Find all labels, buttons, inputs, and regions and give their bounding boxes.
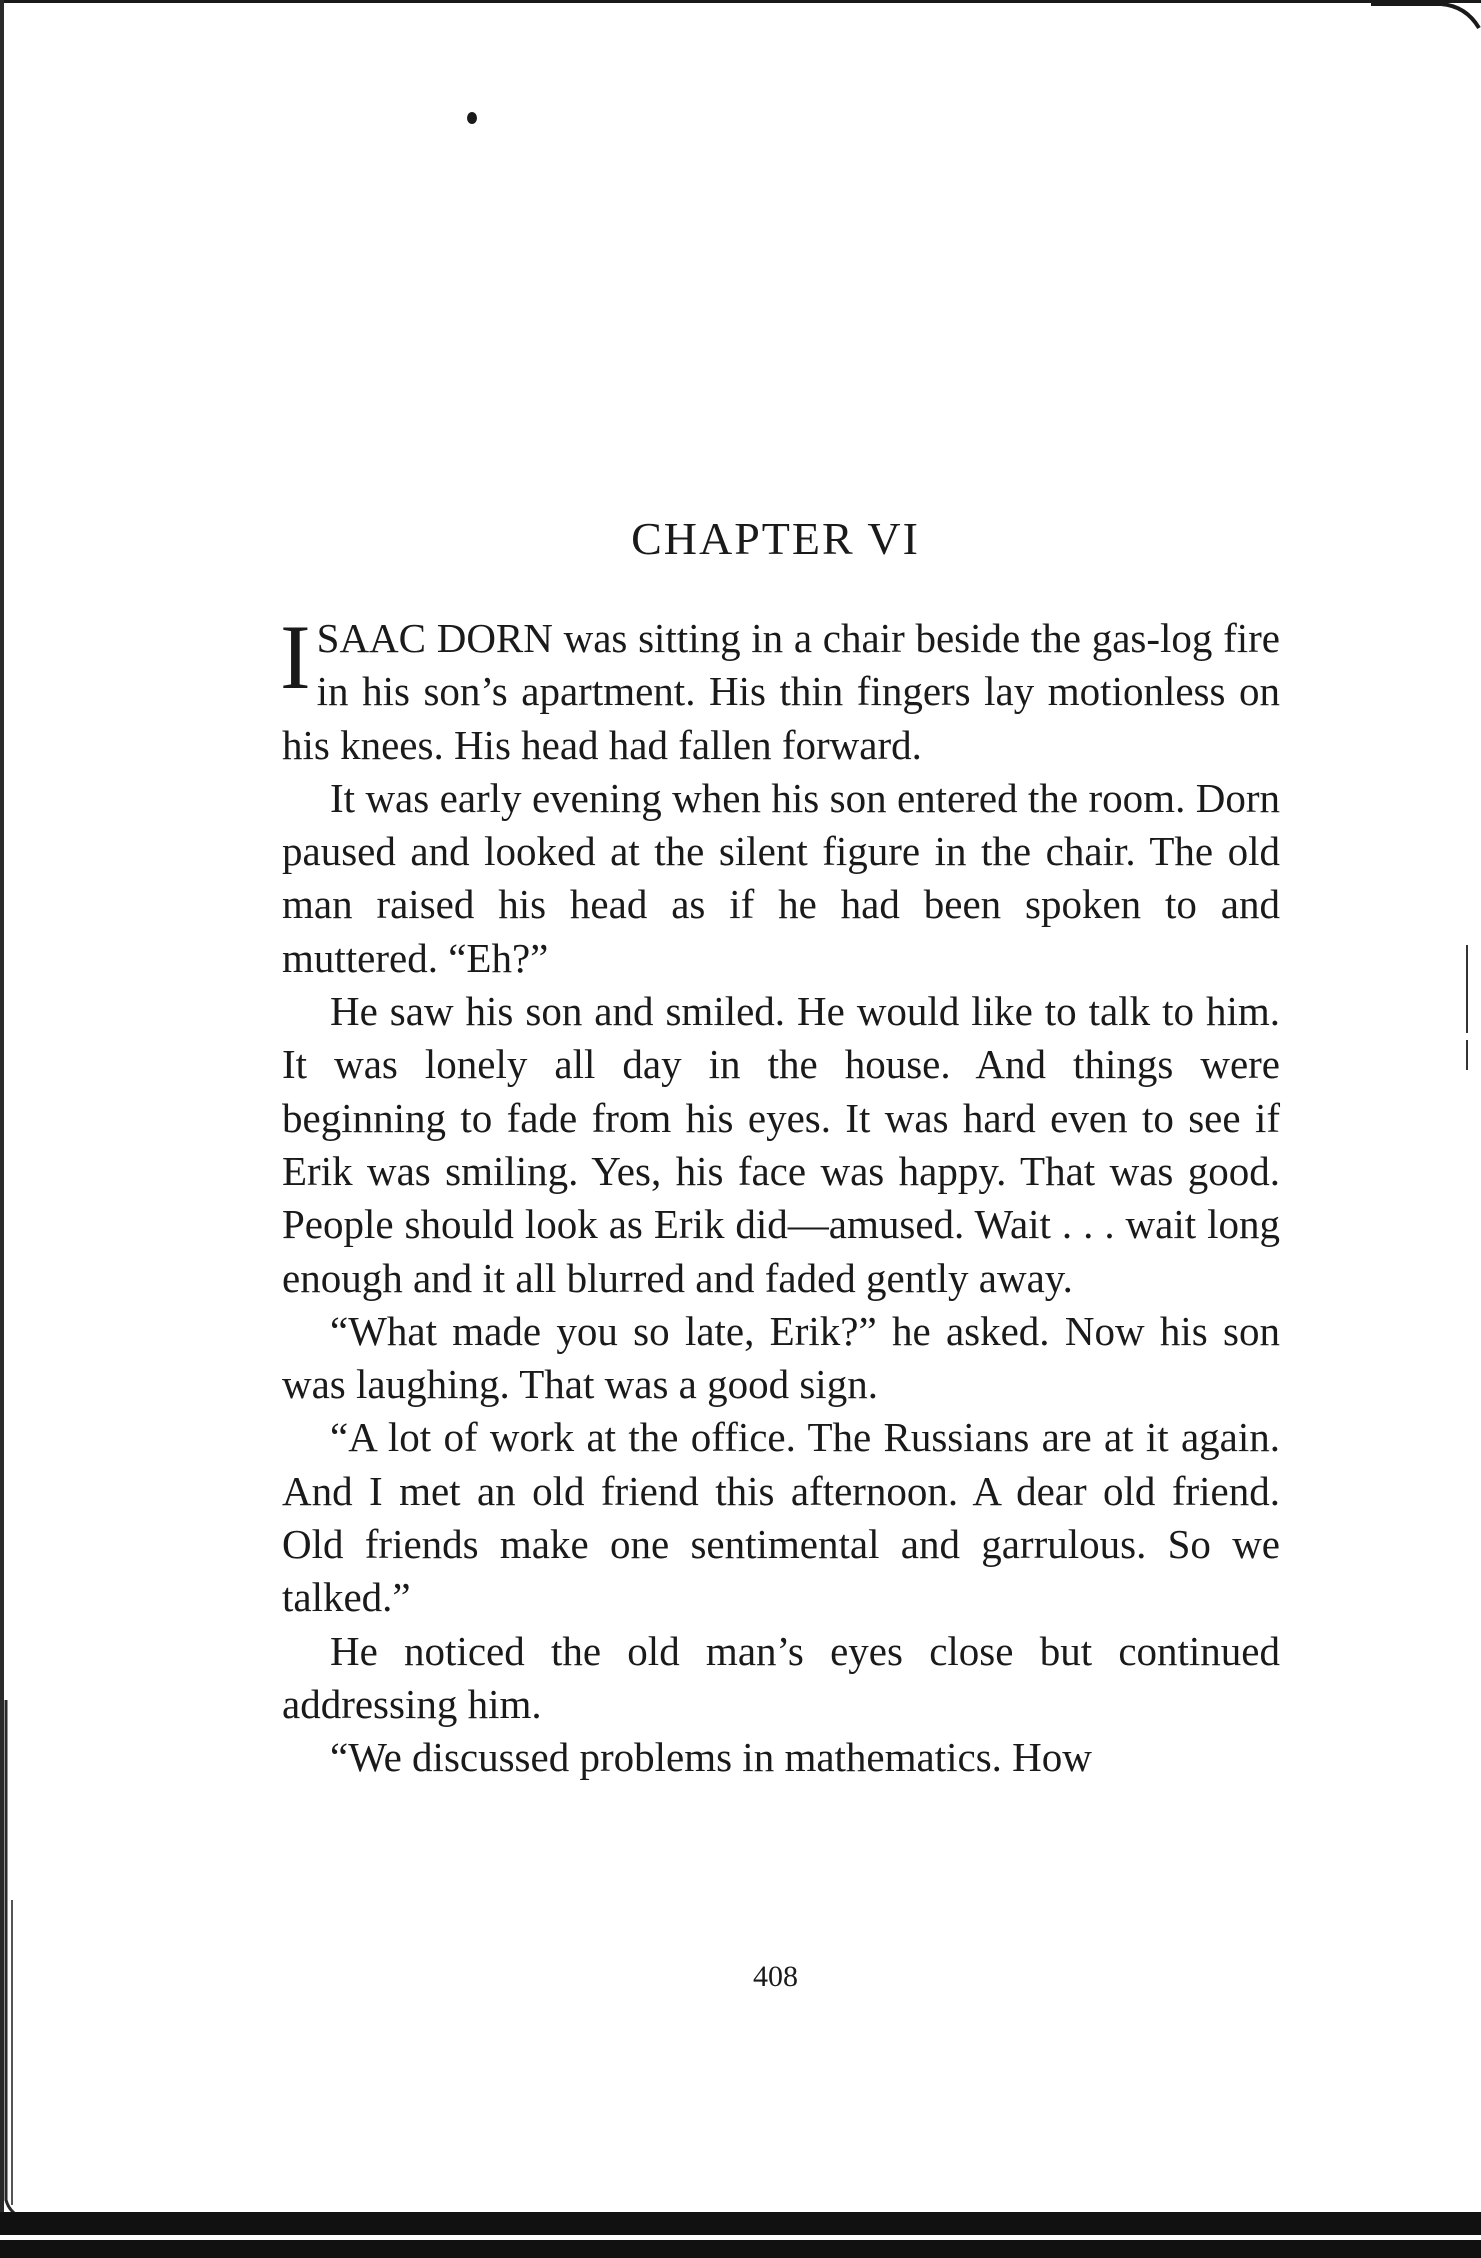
page-top-edge	[0, 0, 1481, 3]
paragraph	[280, 606, 1280, 772]
paragraph: He noticed the old man’s eyes close but continued addressing him.	[282, 1627, 1280, 1727]
body-text	[280, 606, 1280, 1785]
paragraph: He saw his son and smiled. He would like to talk to him. It was lonely all day in the house. And things were beginning to fade from his eyes. It was hard even to see if Erik was smiling. Yes, his face was happy. That was good. People should look as Erik did—amused. Wait . . . wait long enough and it all blurred and faded gently away.	[282, 988, 1280, 1301]
paragraph: “A lot of work at the office. The Russians are at it again. And I met an old friend this afternoon. A dear old friend. Old friends make one sentimental and garrulous. So we talked.”	[282, 1414, 1280, 1621]
paragraph: “We discussed problems in mathematics. How	[330, 1734, 1092, 1781]
paragraph-text: SAAC DORN was sitting in a chair beside the gas-log fire in his son’s apartment. His thin fingers lay motionless on his knees. His head had fallen forward.	[282, 615, 1280, 768]
margin-mark	[1466, 1040, 1468, 1070]
binding-marks	[0, 1700, 30, 2220]
drop-cap: I	[280, 606, 311, 708]
paragraph: “What made you so late, Erik?” he asked. Now his son was laughing. That was a good sign.	[282, 1307, 1280, 1408]
page-bottom-gap	[0, 2235, 1481, 2240]
page-corner-mark	[1371, 0, 1481, 30]
chapter-heading: CHAPTER VI	[631, 513, 920, 564]
paragraph: It was early evening when his son entered the room. Dorn paused and looked at the silent figure in the chair. The old man raised his head as if he had been spoken to and muttered. “Eh?”	[282, 774, 1280, 981]
ink-speck	[467, 112, 477, 124]
margin-mark	[1466, 945, 1468, 1033]
page-number: 408	[753, 1960, 798, 1993]
